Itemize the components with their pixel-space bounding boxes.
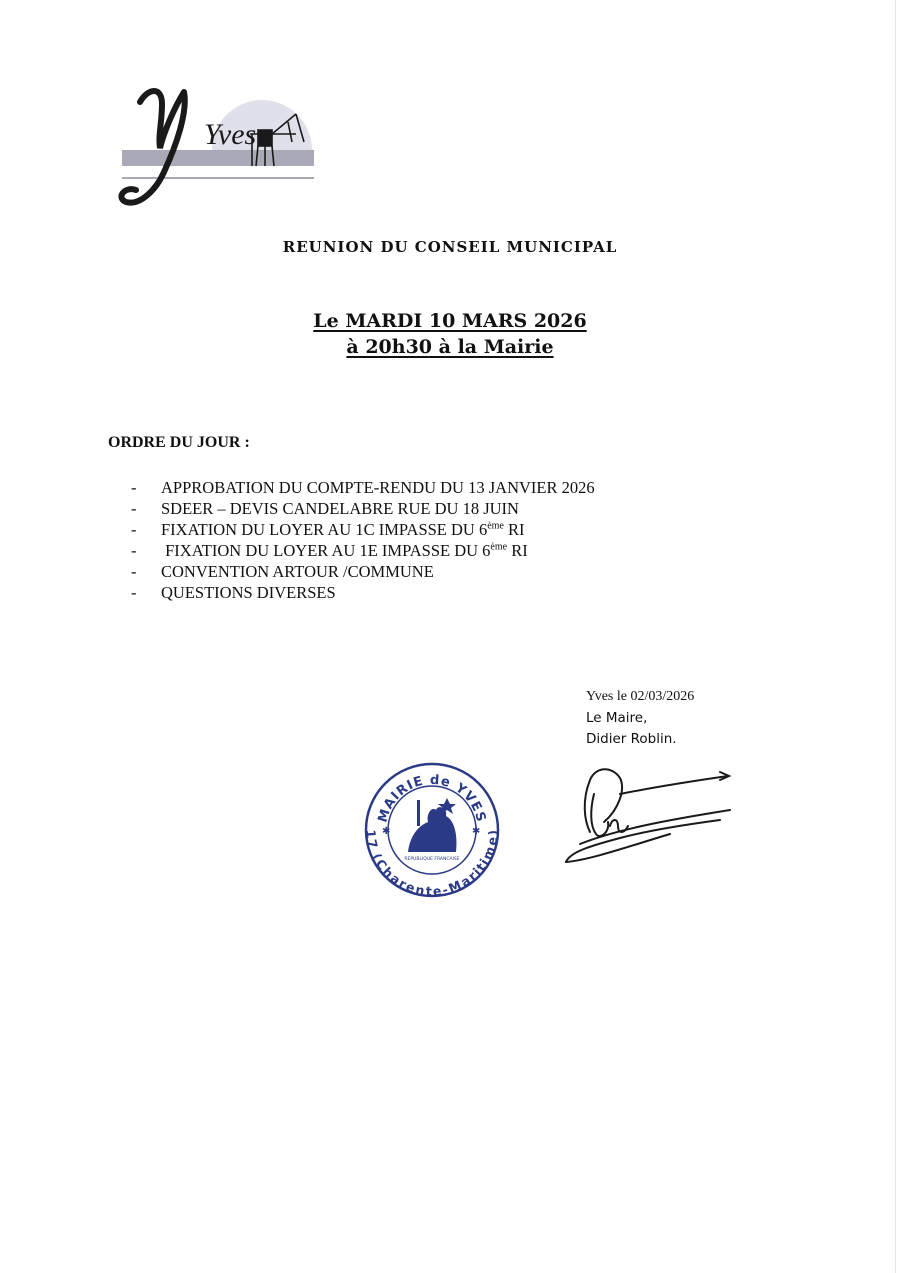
agenda-bullet: - bbox=[131, 562, 137, 581]
mayor-name: Didier Roblin. bbox=[586, 731, 677, 747]
agenda-item-text: FIXATION DU LOYER AU 1E IMPASSE DU 6 bbox=[161, 541, 491, 560]
agenda-bullet: - bbox=[131, 520, 137, 539]
stamp-bottom-text: 17 (Charente-Maritime) bbox=[363, 829, 501, 899]
agenda-item-text: CONVENTION ARTOUR /COMMUNE bbox=[161, 562, 434, 581]
agenda-bullet: - bbox=[131, 583, 137, 602]
stamp-graphic bbox=[362, 760, 502, 900]
agenda-list bbox=[131, 477, 595, 603]
official-stamp bbox=[362, 760, 502, 900]
stamp-star-right: ✱ bbox=[472, 826, 481, 837]
agenda-item-superscript: ème bbox=[487, 520, 504, 532]
stamp-top-text: MAIRIE de YVES bbox=[375, 772, 489, 825]
agenda-item-suffix: RI bbox=[507, 541, 528, 560]
agenda-item bbox=[131, 561, 595, 582]
agenda-bullet: - bbox=[131, 499, 137, 518]
signature-graphic bbox=[560, 760, 735, 870]
agenda-item bbox=[131, 540, 595, 561]
agenda-item-text: APPROBATION DU COMPTE-RENDU DU 13 JANVIER 2026 bbox=[161, 478, 595, 497]
stamp-emblem bbox=[408, 798, 457, 852]
mayor-signature bbox=[560, 760, 735, 870]
place-date: Yves le 02/03/2026 bbox=[586, 689, 695, 704]
meeting-time-place: à 20h30 à la Mairie bbox=[346, 336, 554, 358]
stamp-inner-text: REPUBLIQUE FRANCAISE bbox=[404, 857, 460, 862]
agenda-item-text: FIXATION DU LOYER AU 1C IMPASSE DU 6 bbox=[161, 520, 488, 539]
agenda-item-text: SDEER – DEVIS CANDELABRE RUE DU 18 JUIN bbox=[161, 499, 519, 518]
agenda-item bbox=[131, 519, 595, 540]
agenda-bullet: - bbox=[131, 541, 137, 560]
mayor-block bbox=[586, 708, 677, 750]
agenda-item-text: QUESTIONS DIVERSES bbox=[161, 583, 336, 602]
agenda-item bbox=[131, 477, 595, 498]
town-logo bbox=[118, 82, 318, 212]
agenda-item bbox=[131, 498, 595, 519]
meeting-date: Le MARDI 10 MARS 2026 bbox=[313, 310, 587, 332]
mayor-role: Le Maire, bbox=[586, 710, 648, 726]
logo-band bbox=[122, 150, 314, 166]
meeting-date-block bbox=[0, 308, 900, 360]
agenda-item bbox=[131, 582, 595, 603]
page-edge bbox=[895, 0, 896, 1273]
agenda-heading: ORDRE DU JOUR : bbox=[108, 434, 250, 451]
page-title: REUNION DU CONSEIL MUNICIPAL bbox=[282, 238, 618, 256]
logo-script-y bbox=[121, 91, 184, 203]
stamp-star-left: ✱ bbox=[382, 826, 391, 837]
agenda-item-superscript: ème bbox=[490, 541, 508, 553]
agenda-bullet: - bbox=[131, 478, 137, 497]
agenda-item-suffix: RI bbox=[503, 520, 525, 539]
logo-word: Yves bbox=[204, 118, 257, 151]
